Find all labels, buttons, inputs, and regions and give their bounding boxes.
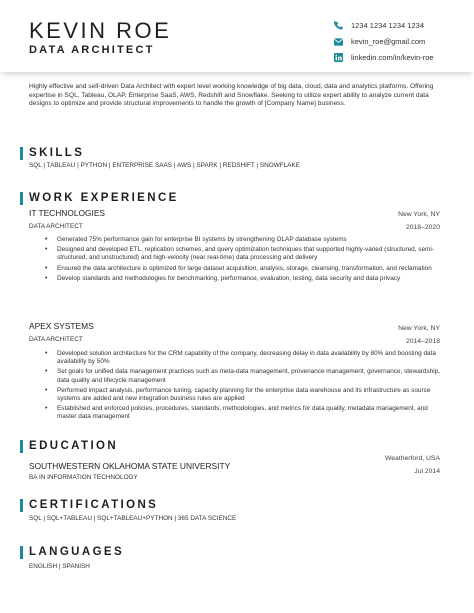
education-location: Weatherford, USA <box>384 455 440 462</box>
candidate-role: DATA ARCHITECT <box>29 44 155 56</box>
skills-title: SKILLS <box>29 147 85 159</box>
job-bullets <box>45 236 445 285</box>
job-position: DATA ARCHITECT <box>29 223 83 230</box>
list-item: • Ensured the data architecture is optimized for large dataset acquisition, analysis, storage, cleansing, transformation, and reclamation <box>45 265 445 273</box>
job-position: DATA ARCHITECT <box>29 336 83 343</box>
phone-icon <box>334 21 343 30</box>
section-accent-bar <box>20 499 23 512</box>
education-heading <box>20 439 118 453</box>
section-accent-bar <box>20 192 23 205</box>
list-item: • Performed impact analysis, performance tuning, capacity planning for the enterprise data warehouse and its infrastructure as source systems are added and new integration business rules are applied <box>45 387 445 403</box>
skills-heading <box>20 146 84 160</box>
education-date: Jul 2014 <box>414 468 440 475</box>
job-location: New York, NY <box>398 325 440 332</box>
contact-info <box>334 19 434 67</box>
list-item: • Generated 75% performance gain for enterprise BI systems by strengthening OLAP database systems <box>45 236 445 244</box>
contact-linkedin[interactable] <box>334 51 434 64</box>
job-dates: 2018–2020 <box>405 224 440 231</box>
experience-title: WORK EXPERIENCE <box>29 192 179 204</box>
section-accent-bar <box>20 546 23 559</box>
education-degree: BA IN INFORMATION TECHNOLOGY <box>29 474 138 481</box>
list-item: • Set goals for unified data management practices such as meta-data management, provenance management, governance, stewardship, data quality and lifecycle management <box>45 368 445 384</box>
linkedin-text[interactable]: linkedin.com/in/kevin-roe <box>351 53 434 62</box>
skills-list: SQL | TABLEAU | PYTHON | ENTERPRISE SAAS | AWS | SPARK | REDSHIFT | SNOWFLAKE <box>29 162 300 169</box>
list-item: • Developed solution architecture for the CRM capability of the company, decreasing delay in data availability by 80% and boosting data availability by 50% <box>45 350 445 366</box>
resume-header <box>0 0 474 72</box>
job-company: IT TECHNOLOGIES <box>29 208 106 218</box>
languages-list: ENGLISH | SPANISH <box>29 563 90 570</box>
certifications-heading <box>20 498 158 512</box>
languages-heading <box>20 545 124 559</box>
phone-text: 1234 1234 1234 1234 <box>351 21 424 30</box>
job-bullets <box>45 350 445 424</box>
linkedin-icon <box>334 53 343 62</box>
experience-heading <box>20 191 179 205</box>
education-title: EDUCATION <box>29 440 119 452</box>
education-school: SOUTHWESTERN OKLAHOMA STATE UNIVERSITY <box>29 461 231 471</box>
languages-title: LANGUAGES <box>29 546 125 558</box>
list-item: • Develop standards and methodologies for benchmarking, performance, evaluation, testing, data security and data privacy <box>45 275 445 283</box>
professional-summary: Highly effective and self-driven Data Architect with expert level working knowledge of big data, cloud, data and analytics platforms. Offering expertise in SQL, Tableau, OLAP, Enterprise SaaS, AWS, Redshift and Snowflake. Seeking to utilize expert ability to analyze current data designs to optimize and provide structural improvements to handle the growth of [Company Name] business. <box>29 83 434 107</box>
contact-phone <box>334 19 434 32</box>
email-icon <box>334 37 343 46</box>
job-location: New York, NY <box>398 211 440 218</box>
certifications-title: CERTIFICATIONS <box>29 499 159 511</box>
list-item: • Designed and developed ETL, replication schemes, and query optimization techniques that supported highly-varied (structured, semi-structured, and unstructured) and high-velocity (near real-time) data processing and delivery <box>45 246 445 262</box>
section-accent-bar <box>20 147 23 160</box>
candidate-name: KEVIN ROE <box>29 18 172 43</box>
job-company: APEX SYSTEMS <box>29 321 94 331</box>
job-dates: 2014–2018 <box>405 338 440 345</box>
certifications-list: SQL | SQL+TABLEAU | SQL+TABLEAU+PYTHON | 365 DATA SCIENCE <box>29 515 237 522</box>
section-accent-bar <box>20 440 23 453</box>
email-text[interactable]: kevin_roe@gmail.com <box>351 37 426 46</box>
list-item: • Established and enforced policies, procedures, standards, methodologies, and metrics for data quality, metadata management, and master data management <box>45 405 445 421</box>
contact-email[interactable] <box>334 35 434 48</box>
